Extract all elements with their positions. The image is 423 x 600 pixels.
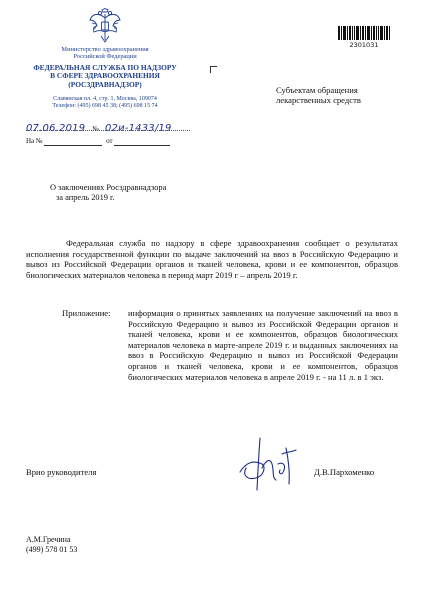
subject-line1: О заключениях Росздравнадзора [50, 183, 167, 192]
recipient-block [276, 85, 406, 106]
reference-label: На № [26, 137, 43, 145]
signatory-position: Врио руководителя [26, 467, 97, 477]
registration-underline [26, 130, 190, 131]
registration-date: 07.06.2019 [26, 123, 86, 134]
phone-line: Телефон: (495) 698 45 38; (495) 698 15 74 [52, 103, 158, 110]
executor-name: А.М.Гречина [26, 535, 71, 544]
address-corner-mark [210, 66, 217, 73]
executor-block [26, 535, 146, 555]
main-paragraph: Федеральная служба по надзору в сфере здравоохранения сообщает о результатах исполнения государственной функции по выдаче заключений на ввоз в Российскую Федерацию и вывоз из Российской Федерации органов и тканей человека, крови и ее компонентов, образцов биологических материалов человека в период март 2019 г – апрель 2019 г. [26, 238, 398, 280]
subject-block [50, 183, 250, 204]
reference-number-blank [44, 137, 102, 146]
address-line: Славянская пл. 4, стр. 1, Москва, 109074 [53, 96, 157, 103]
executor-phone: (499) 578 01 53 [26, 545, 78, 554]
service-abbreviation: (РОСЗДРАВНАДЗОР) [68, 79, 142, 89]
service-name-line2: В СФЕРЕ ЗДРАВООХРАНЕНИЯ [50, 71, 160, 81]
barcode [338, 26, 390, 40]
recipient-line2: лекарственных средств [276, 95, 361, 106]
recipient-line1: Субъектам обращения [276, 85, 358, 95]
barcode-number: 2301031 [349, 41, 379, 49]
signatory-name: Д.В.Пархоменко [314, 467, 375, 477]
registration-number: 02и-1433/19 [104, 123, 172, 134]
reference-from-label: от [106, 137, 113, 145]
registration-number-sign: № [92, 125, 99, 133]
subject-line2: за апрель 2019 г. [56, 193, 115, 203]
reference-date-blank [114, 137, 170, 146]
header-block [18, 46, 192, 110]
handwritten-signature [232, 434, 302, 494]
attachment-label: Приложение: [62, 308, 111, 318]
registration-line [26, 118, 206, 136]
double-headed-eagle-emblem-icon [88, 8, 122, 44]
federation-name: Российской Федерации [73, 53, 137, 61]
attachment-text: информация о принятых заявлениях на получение заключений на ввоз в Российскую Федерацию и вывоз из Российской Федерации органов и тканей человека, крови и ее компонентов, образцов биологических материалов человека в марте-апреле 2019 г. и выданных заключениях на ввоз в Российскую Федерацию и вывоз из Российской Федерации органов и тканей человека, крови и ее компонентов, образцов биологических материалов человека в апреле 2019 г. - на 11 л. в 1 экз. [128, 308, 398, 382]
ministry-name: Министерство здравоохранения [61, 46, 149, 53]
reference-line [26, 137, 196, 146]
service-name-line1: ФЕДЕРАЛЬНАЯ СЛУЖБА ПО НАДЗОРУ [33, 62, 177, 72]
